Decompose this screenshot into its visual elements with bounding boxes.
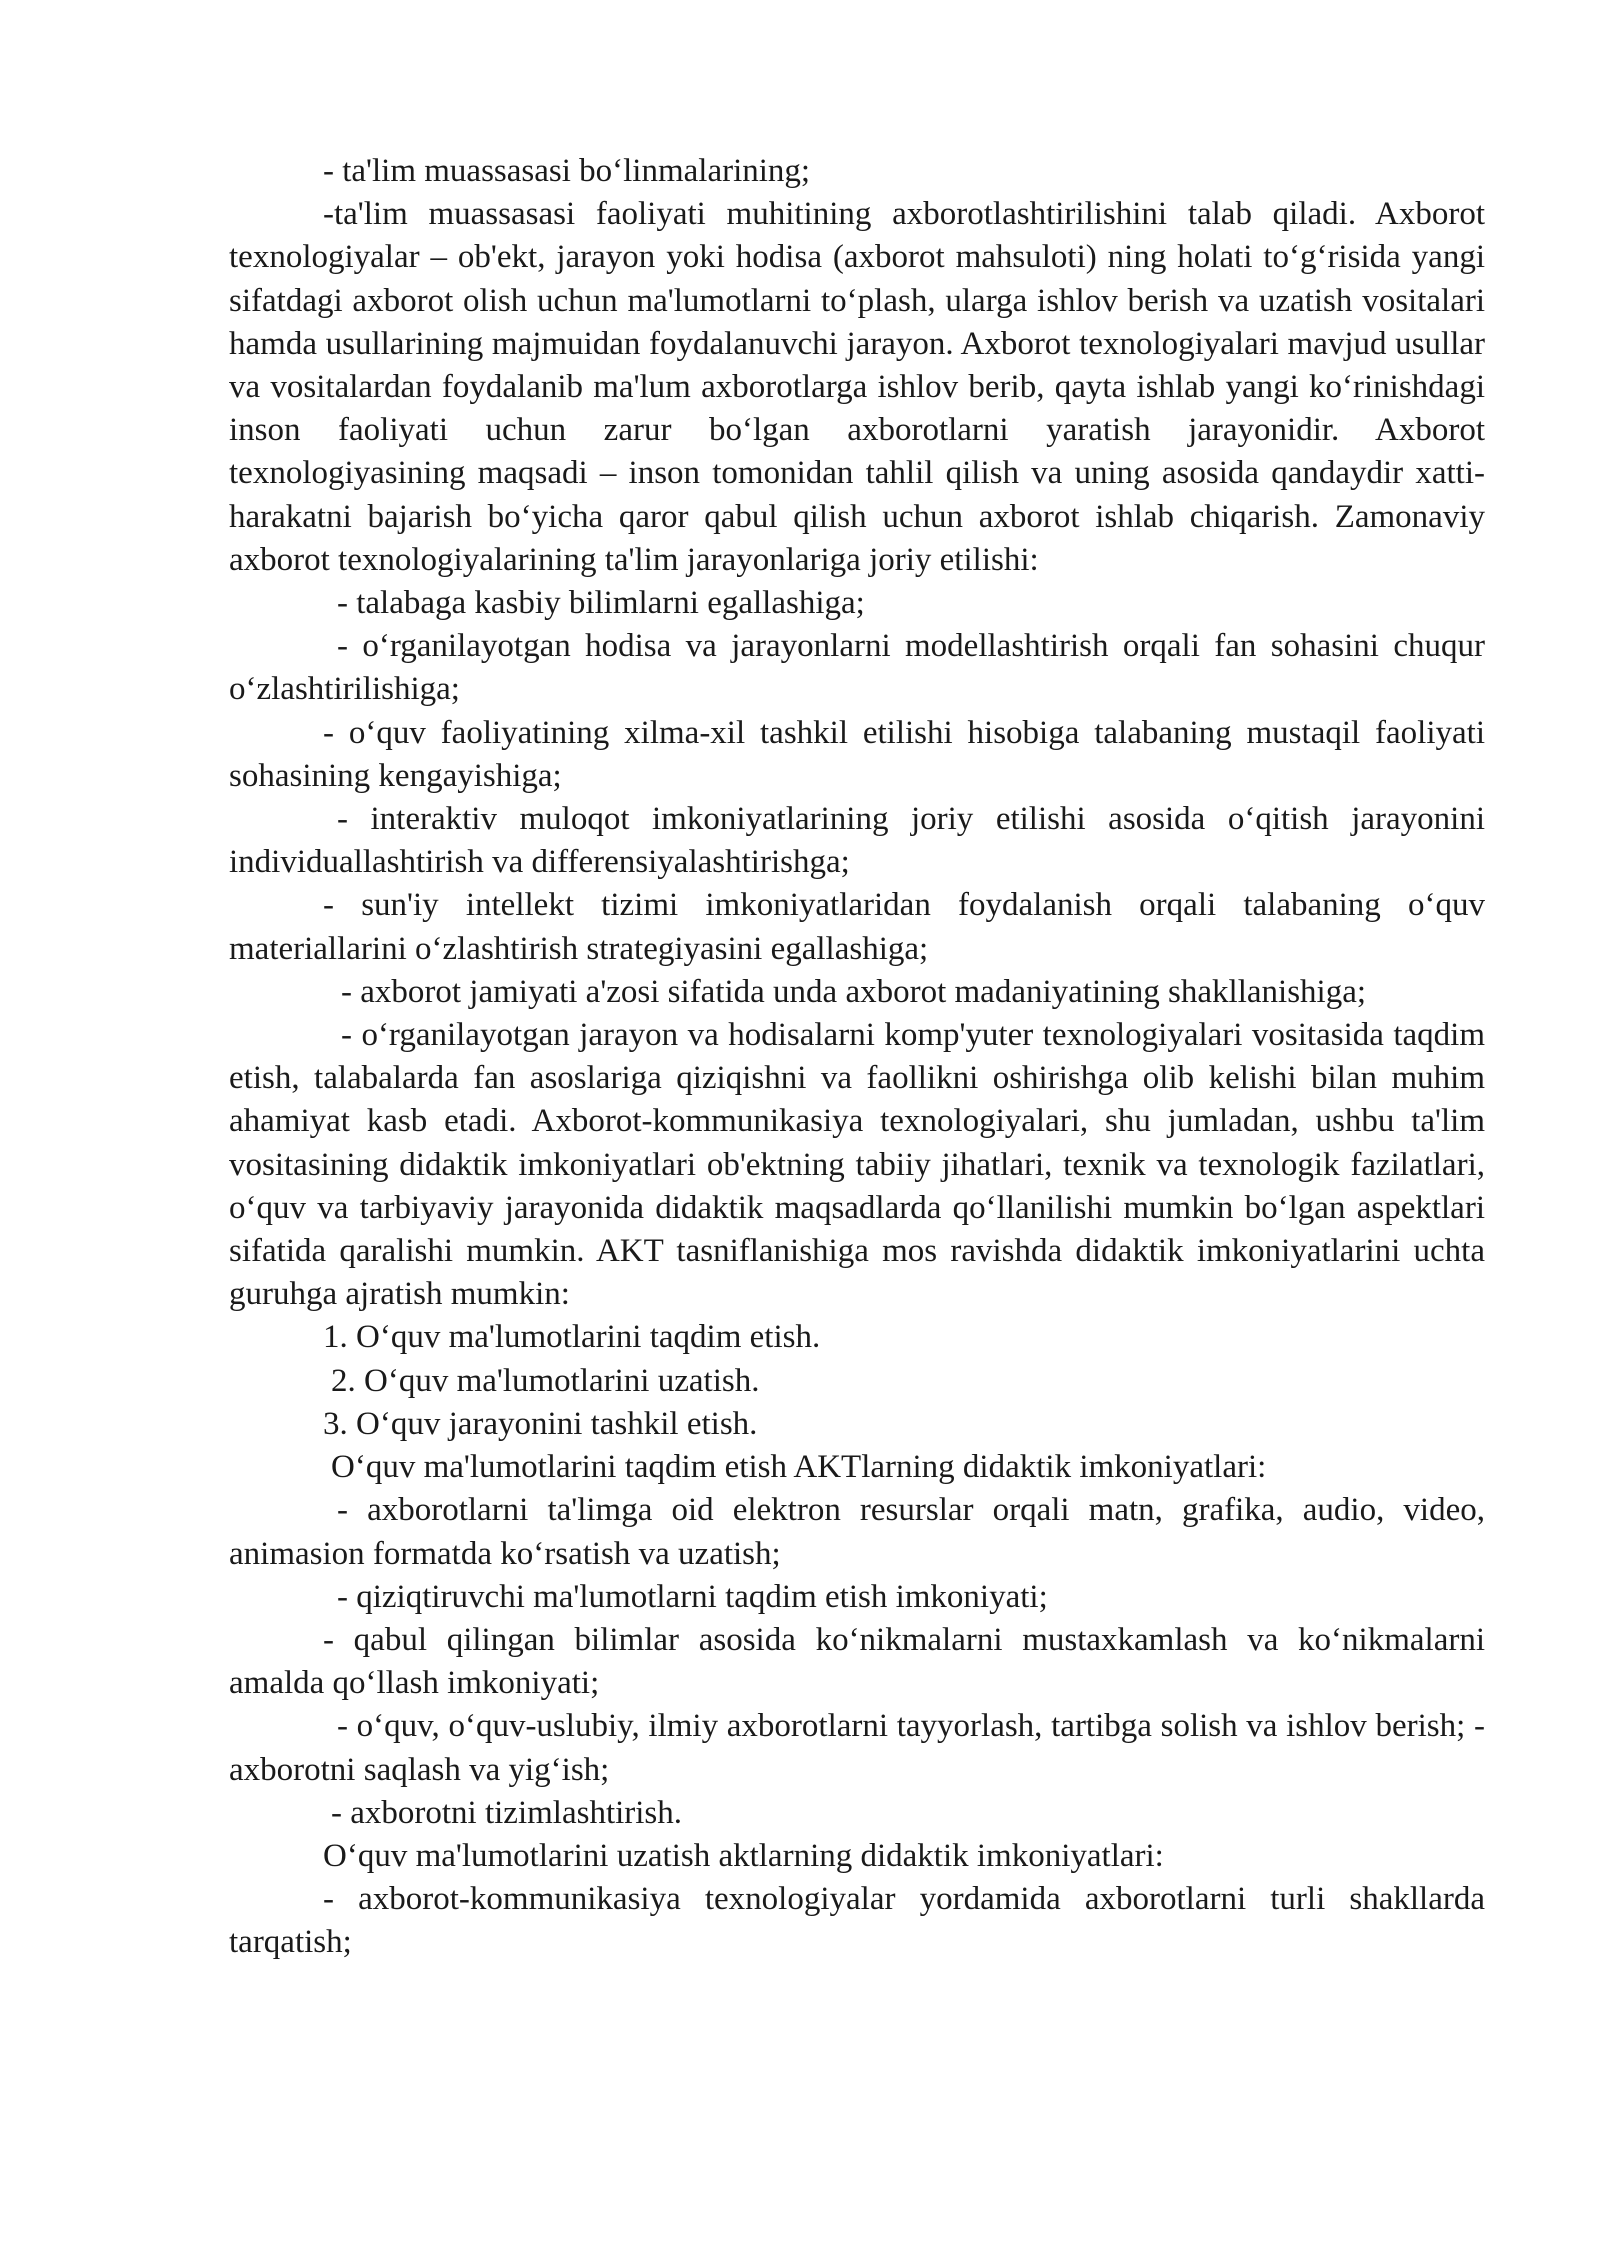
paragraph-11: 2. O‘quv ma'lumotlarini uzatish. <box>331 1362 760 1399</box>
paragraph-2: -ta'lim muassasasi faoliyati muhitining axborotlashtirilishini talab qiladi. Axborot texnologiyalar – ob'ekt, jarayon yoki hodisa (axborot mahsuloti) ning holati to‘g‘risida yangi sifatdagi axborot olish uchun ma'lumotlarni to‘plash, ularga ishlov berish va uzatish vositalari hamda usullarining majmuidan foydalanuvchi jarayon. Axborot texnologiyalari mavjud usullar va vositalardan foydalanib ma'lum axborotlarga ishlov berib, qayta ishlab yangi ko‘rinishdagi inson faoliyati uchun zarur bo‘lgan axborotlarni yaratish jarayonidir. Axborot texnologiyasining maqsadi – inson tomonidan tahlil qilish va uning asosida qandaydir xatti-harakatni bajarish bo‘yicha qaror qabul qilish uchun axborot ishlab chiqarish. Zamonaviy axborot texnologiyalarining ta'lim jarayonlariga joriy etilishi: <box>229 196 1485 578</box>
paragraph-8: - axborot jamiyati a'zosi sifatida unda axborot madaniyatining shakllanishiga; <box>341 973 1367 1010</box>
paragraph-6: - interaktiv muloqot imkoniyatlarining joriy etilishi asosida o‘qitish jarayonini individuallashtirish va differensiyalashtirishga; <box>229 801 1485 881</box>
paragraph-12: 3. O‘quv jarayonini tashkil etish. <box>323 1405 758 1442</box>
paragraph-3: - talabaga kasbiy bilimlarni egallashiga; <box>337 585 865 622</box>
paragraph-4: - o‘rganilayotgan hodisa va jarayonlarni modellashtirish orqali fan sohasini chuqur o‘zlashtirilishiga; <box>229 628 1485 708</box>
paragraph-14: - axborotlarni ta'limga oid elektron resurslar orqali matn, grafika, audio, video, animasion formatda ko‘rsatish va uzatish; <box>229 1492 1485 1572</box>
document-body <box>229 150 1485 1965</box>
paragraph-20: - axborot-kommunikasiya texnologiyalar yordamida axborotlarni turli shakllarda tarqatish; <box>229 1881 1485 1961</box>
paragraph-10: 1. O‘quv ma'lumotlarini taqdim etish. <box>323 1319 821 1356</box>
paragraph-18: - axborotni tizimlashtirish. <box>331 1794 683 1831</box>
paragraph-15: - qiziqtiruvchi ma'lumotlarni taqdim etish imkoniyati; <box>337 1578 1048 1615</box>
paragraph-16: - qabul qilingan bilimlar asosida ko‘nikmalarni mustaxkamlash va ko‘nikmalarni amalda qo‘llash imkoniyati; <box>229 1621 1485 1702</box>
paragraph-7: - sun'iy intellekt tizimi imkoniyatlaridan foydalanish orqali talabaning o‘quv materiallarini o‘zlashtirish strategiyasini egallashiga; <box>229 887 1485 967</box>
paragraph-19: O‘quv ma'lumotlarini uzatish aktlarning didaktik imkoniyatlari: <box>323 1837 1164 1874</box>
paragraph-1: - ta'lim muassasasi bo‘linmalarining; <box>323 153 811 189</box>
paragraph-9: - o‘rganilayotgan jarayon va hodisalarni komp'yuter texnologiyalari vositasida taqdim etish, talabalarda fan asoslariga qiziqishni va faollikni oshirishga olib kelishi bilan muhim ahamiyat kasb etadi. Axborot-kommunikasiya texnologiyalari, shu jumladan, ushbu ta'lim vositasining didaktik imkoniyatlari ob'ektning tabiiy jihatlari, texnik va texnologik fazilatlari, o‘quv va tarbiyaviy jarayonida didaktik maqsadlarda qo‘llanilishi mumkin bo‘lgan aspektlari sifatida qaralishi mumkin. AKT tasniflanishiga mos ravishda didaktik imkoniyatlarini uchta guruhga ajratish mumkin: <box>229 1017 1485 1313</box>
paragraph-5: - o‘quv faoliyatining xilma-xil tashkil etilishi hisobiga talabaning mustaqil faoliyati sohasining kengayishiga; <box>229 714 1485 794</box>
paragraph-13: O‘quv ma'lumotlarini taqdim etish AKTlarning didaktik imkoniyatlari: <box>331 1449 1267 1486</box>
paragraph-17: - o‘quv, o‘quv-uslubiy, ilmiy axborotlarni tayyorlash, tartibga solish va ishlov berish; - axborotni saqlash va yig‘ish; <box>229 1708 1485 1788</box>
